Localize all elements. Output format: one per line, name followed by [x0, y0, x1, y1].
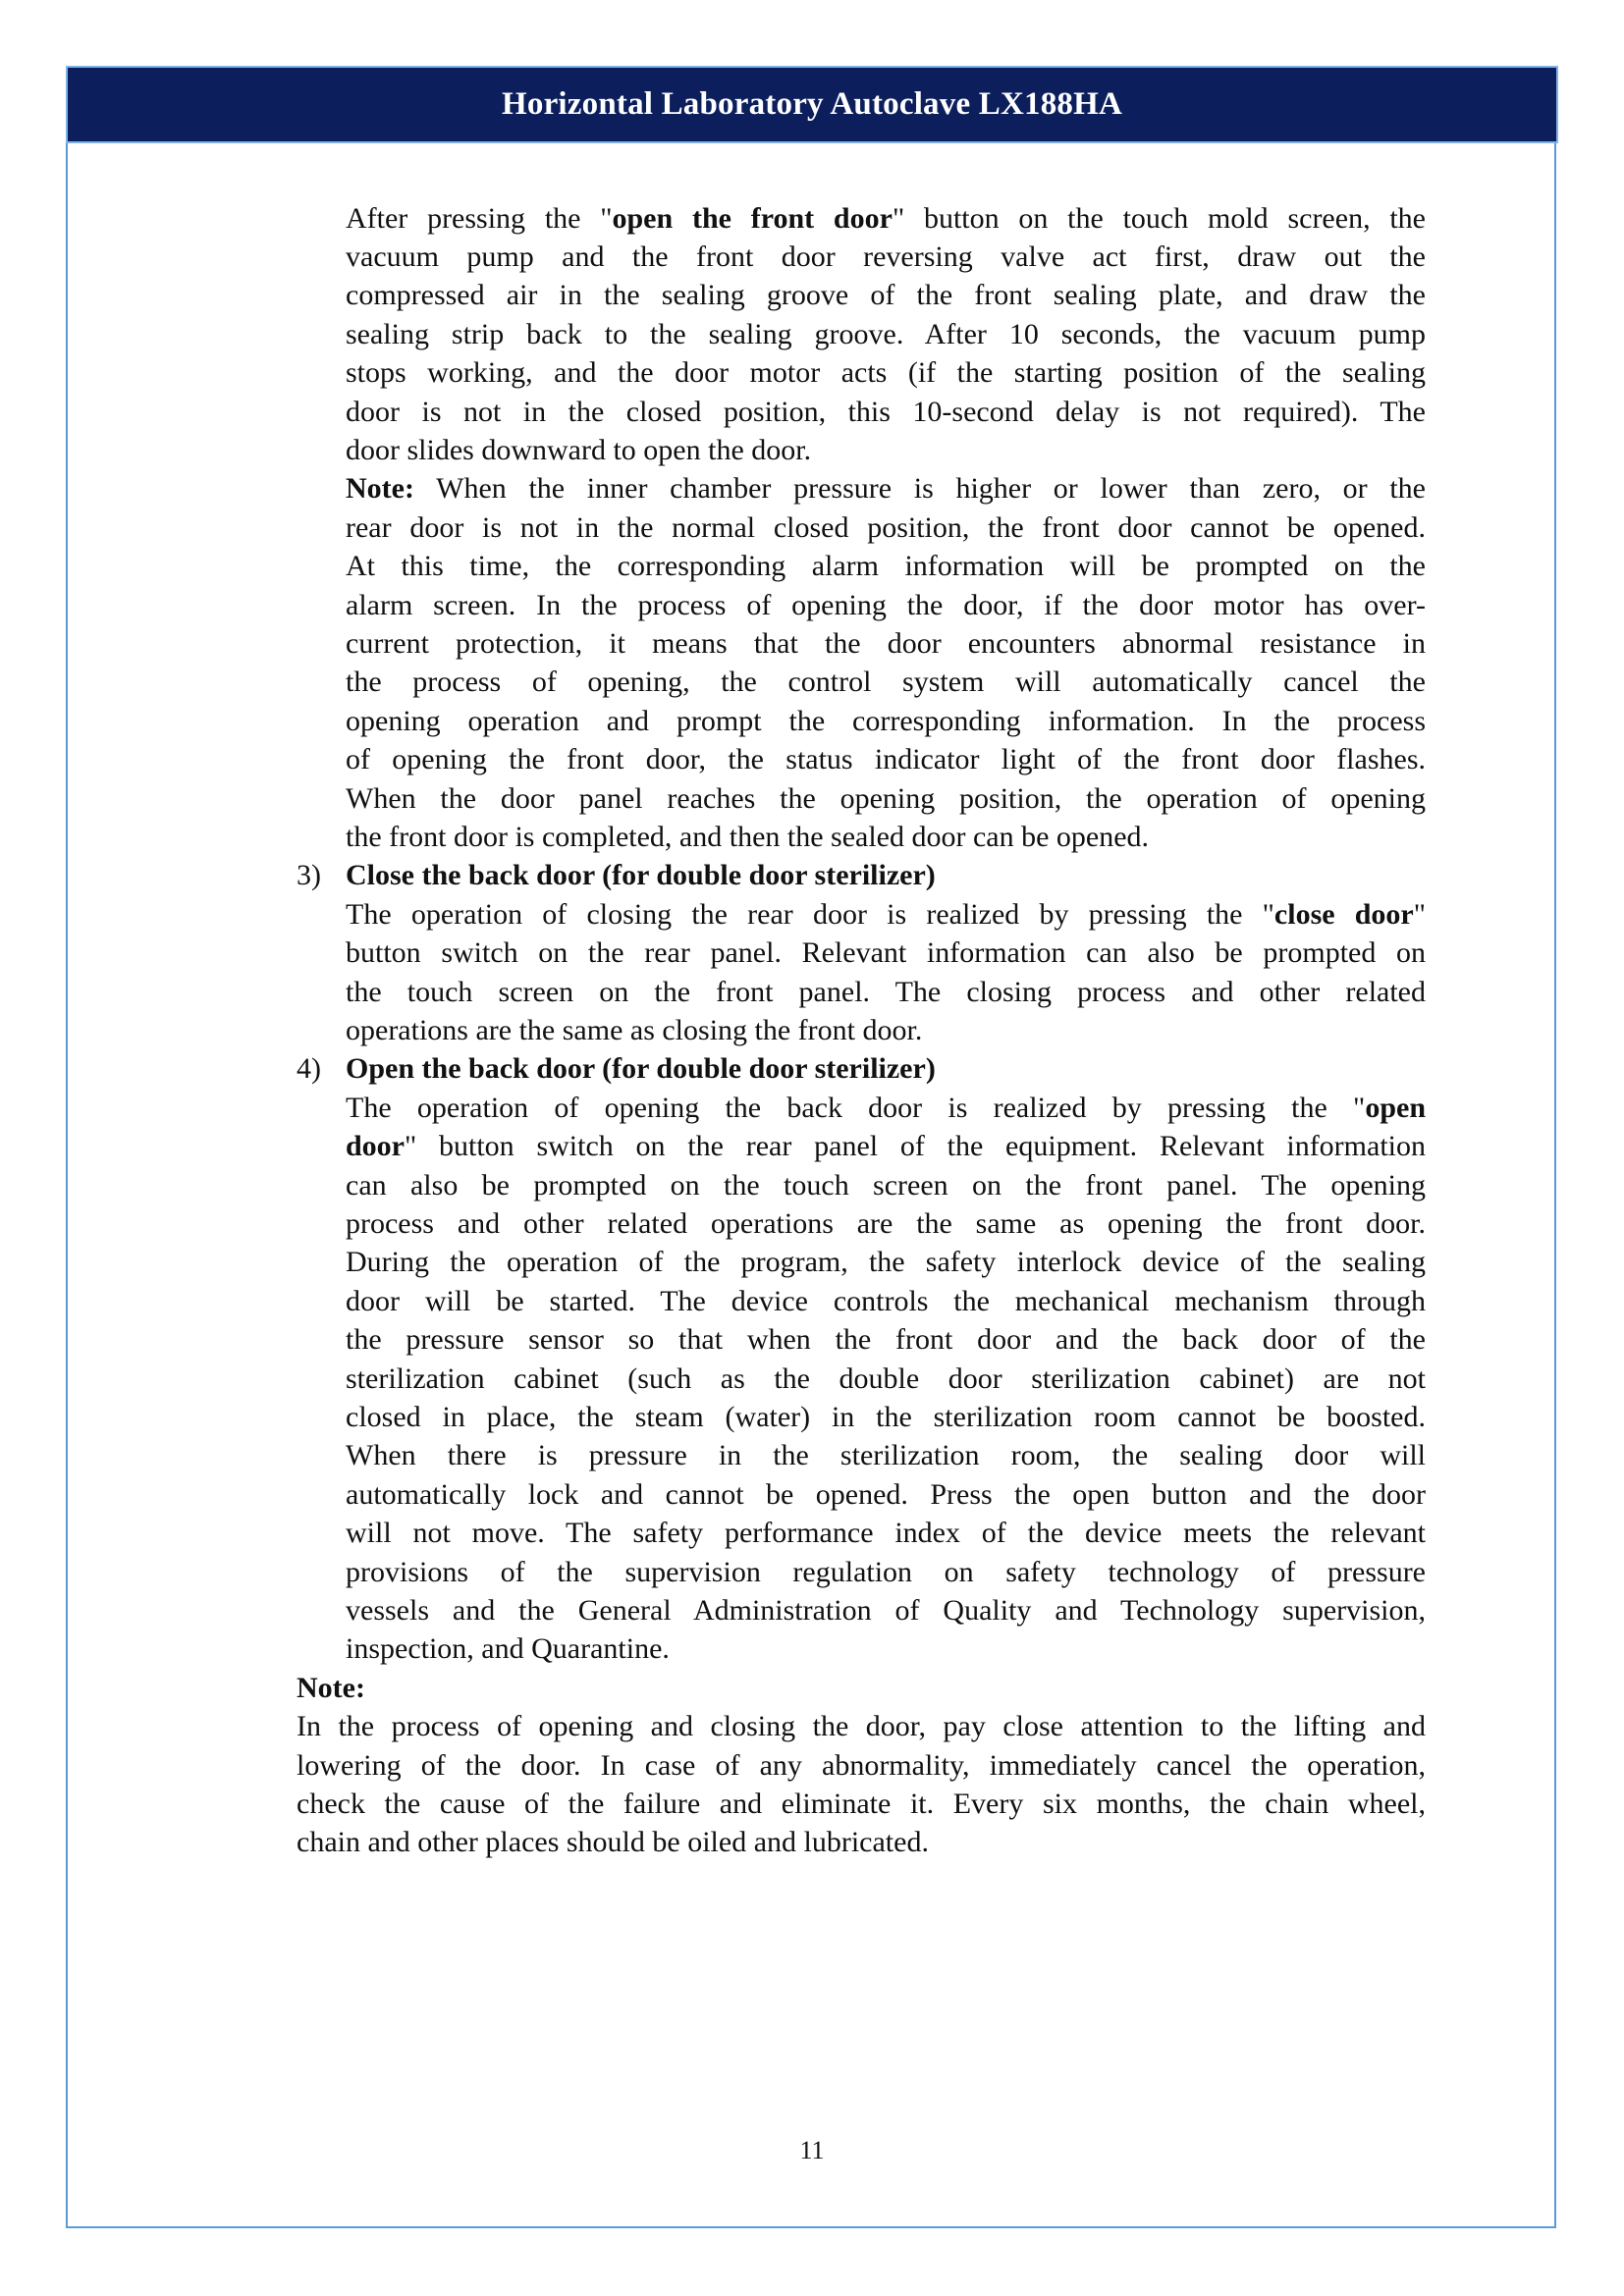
- section-heading: Close the back door (for double door sterilizer): [346, 859, 936, 891]
- paragraph-line: operations are the same as closing the front door.: [346, 1014, 923, 1046]
- paragraph-line: stops working, and the door motor acts (if the starting position of the sealing: [346, 356, 1426, 389]
- paragraph-line: sealing strip back to the sealing groove. After 10 seconds, the vacuum pump: [346, 318, 1426, 350]
- note-line: the front door is completed, and then the sealed door can be opened.: [346, 821, 1150, 853]
- paragraph-line: door slides downward to open the door.: [346, 434, 812, 466]
- paragraph-line: The operation of closing the rear door is realized by pressing the "close door": [346, 898, 1426, 931]
- page-number: 11: [799, 2136, 825, 2164]
- paragraph-line: process and other related operations are the same as opening the front door.: [346, 1207, 1426, 1240]
- list-number: 4): [297, 1052, 321, 1085]
- note-line: the process of opening, the control system will automatically cancel the: [346, 666, 1426, 698]
- note-label: Note:: [346, 472, 414, 505]
- paragraph-line: door will be started. The device controls the mechanical mechanism through: [346, 1285, 1426, 1317]
- paragraph-line: can also be prompted on the touch screen on the front panel. The opening: [346, 1169, 1426, 1201]
- note-line: rear door is not in the normal closed position, the front door cannot be opened.: [346, 511, 1426, 544]
- paragraph-line: The operation of opening the back door is realized by pressing the "open: [346, 1092, 1426, 1124]
- note-line: chain and other places should be oiled and lubricated.: [297, 1826, 929, 1858]
- paragraph-line: button switch on the rear panel. Relevant information can also be prompted on: [346, 936, 1426, 969]
- note-line: When the door panel reaches the opening position, the operation of opening: [346, 782, 1426, 815]
- page-title: Horizontal Laboratory Autoclave LX188HA: [502, 86, 1122, 122]
- paragraph-line: the touch screen on the front panel. The closing process and other related: [346, 976, 1426, 1008]
- paragraph-line: vessels and the General Administration of Quality and Technology supervision,: [346, 1594, 1426, 1627]
- note-line: of opening the front door, the status indicator light of the front door flashes.: [346, 743, 1426, 775]
- paragraph-line: will not move. The safety performance index of the device meets the relevant: [346, 1517, 1426, 1549]
- paragraph-line: inspection, and Quarantine.: [346, 1632, 670, 1665]
- paragraph-line: compressed air in the sealing groove of the front sealing plate, and draw the: [346, 279, 1426, 311]
- paragraph-line: automatically lock and cannot be opened. Press the open button and the door: [346, 1478, 1426, 1511]
- note-line: alarm screen. In the process of opening the door, if the door motor has over-: [346, 589, 1426, 621]
- note-label: Note:: [297, 1672, 365, 1704]
- paragraph-line: door" button switch on the rear panel of the equipment. Relevant information: [346, 1130, 1426, 1162]
- paragraph-line: sterilization cabinet (such as the double door sterilization cabinet) are not: [346, 1362, 1426, 1395]
- note-line: check the cause of the failure and eliminate it. Every six months, the chain wheel,: [297, 1788, 1426, 1820]
- note-line: Note: When the inner chamber pressure is higher or lower than zero, or the: [346, 472, 1426, 505]
- paragraph-line: During the operation of the program, the safety interlock device of the sealing: [346, 1246, 1426, 1278]
- note-line: At this time, the corresponding alarm information will be prompted on the: [346, 550, 1426, 582]
- paragraph-line: provisions of the supervision regulation on safety technology of pressure: [346, 1556, 1426, 1588]
- note-line: lowering of the door. In case of any abnormality, immediately cancel the operation,: [297, 1749, 1426, 1782]
- paragraph-line: the pressure sensor so that when the front door and the back door of the: [346, 1323, 1426, 1356]
- page-header: [66, 66, 1558, 143]
- paragraph-line: When there is pressure in the sterilization room, the sealing door will: [346, 1439, 1426, 1471]
- note-line: current protection, it means that the door encounters abnormal resistance in: [346, 627, 1426, 660]
- section-heading: Open the back door (for double door sterilizer): [346, 1052, 936, 1085]
- paragraph-line: After pressing the "open the front door" button on the touch mold screen, the: [346, 202, 1426, 235]
- paragraph-line: closed in place, the steam (water) in the sterilization room cannot be boosted.: [346, 1401, 1426, 1433]
- note-line: In the process of opening and closing the door, pay close attention to the lifting and: [297, 1710, 1426, 1742]
- note-line: opening operation and prompt the corresponding information. In the process: [346, 705, 1426, 737]
- list-number: 3): [297, 859, 321, 891]
- paragraph-line: door is not in the closed position, this 10-second delay is not required). The: [346, 396, 1426, 428]
- paragraph-line: vacuum pump and the front door reversing valve act first, draw out the: [346, 240, 1426, 273]
